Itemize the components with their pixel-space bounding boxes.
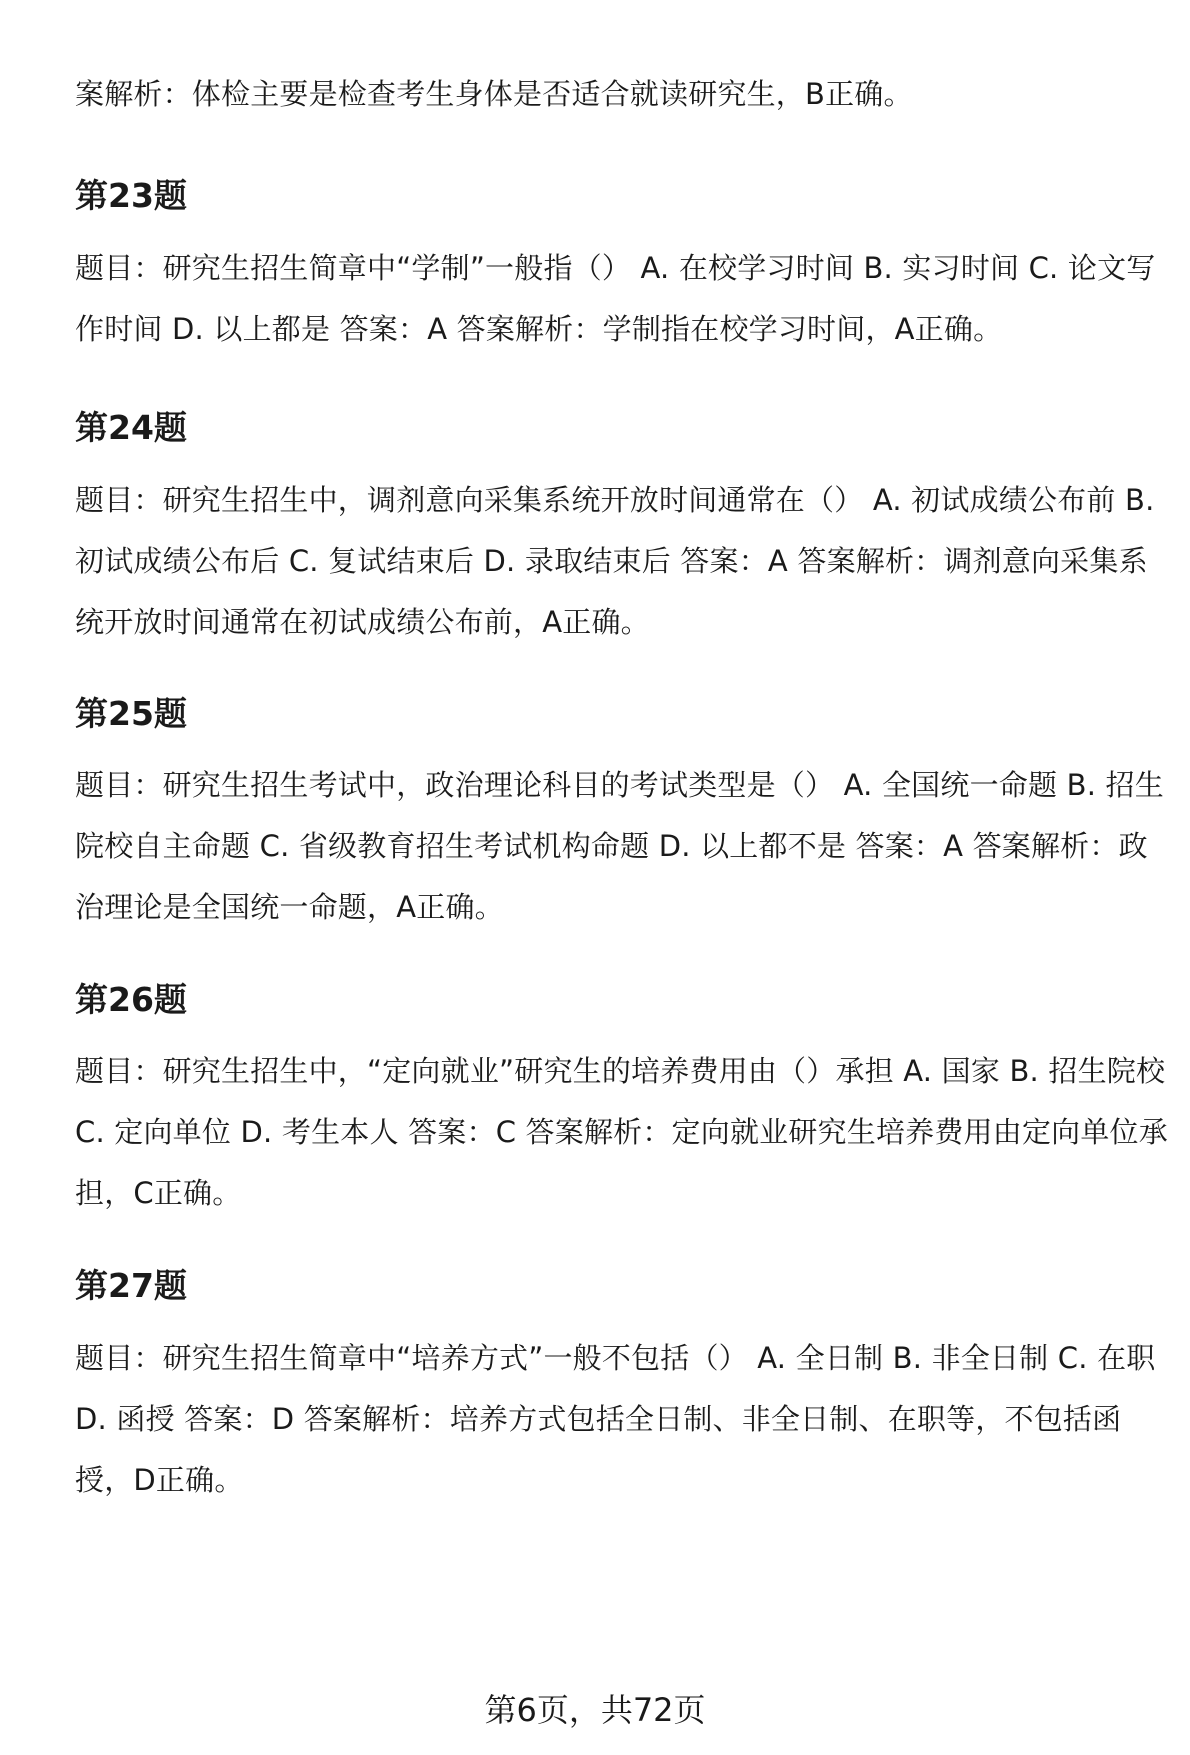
page-number-footer: 第6页，共72页 (484, 1691, 706, 1729)
question-text-23: 题目：研究生招生简章中“学制”一般指（） A. 在校学习时间 B. 实习时间 C. 论文写作时间 D. 以上都是 答案：A 答案解析：学制指在校学习时间，A正确。 (75, 251, 1156, 346)
question-heading-27: 第27题 (75, 1266, 187, 1305)
question-text-26: 题目：研究生招生中，“定向就业”研究生的培养费用由（）承担 A. 国家 B. 招生院校 C. 定向单位 D. 考生本人 答案：C 答案解析：定向就业研究生培养费用由定向单位承担，C正确。 (75, 1054, 1168, 1210)
question-heading-26: 第26题 (75, 980, 187, 1019)
intro-paragraph: 案解析：体检主要是检查考生身体是否适合就读研究生，B正确。 (75, 77, 913, 111)
question-heading-25: 第25题 (75, 694, 187, 733)
question-text-27: 题目：研究生招生简章中“培养方式”一般不包括（） A. 全日制 B. 非全日制 C. 在职 D. 函授 答案：D 答案解析：培养方式包括全日制、非全日制、在职等，不包括函授，D正确。 (75, 1341, 1156, 1497)
question-heading-24: 第24题 (75, 408, 187, 447)
question-heading-23: 第23题 (75, 176, 187, 215)
question-text-25: 题目：研究生招生考试中，政治理论科目的考试类型是（） A. 全国统一命题 B. 招生院校自主命题 C. 省级教育招生考试机构命题 D. 以上都不是 答案：A 答案解析：政治理论是全国统一命题，A正确。 (75, 768, 1164, 924)
question-text-24: 题目：研究生招生中，调剂意向采集系统开放时间通常在（） A. 初试成绩公布前 B. 初试成绩公布后 C. 复试结束后 D. 录取结束后 答案：A 答案解析：调剂意向采集系统开放时间通常在初试成绩公布前，A正确。 (75, 483, 1155, 639)
